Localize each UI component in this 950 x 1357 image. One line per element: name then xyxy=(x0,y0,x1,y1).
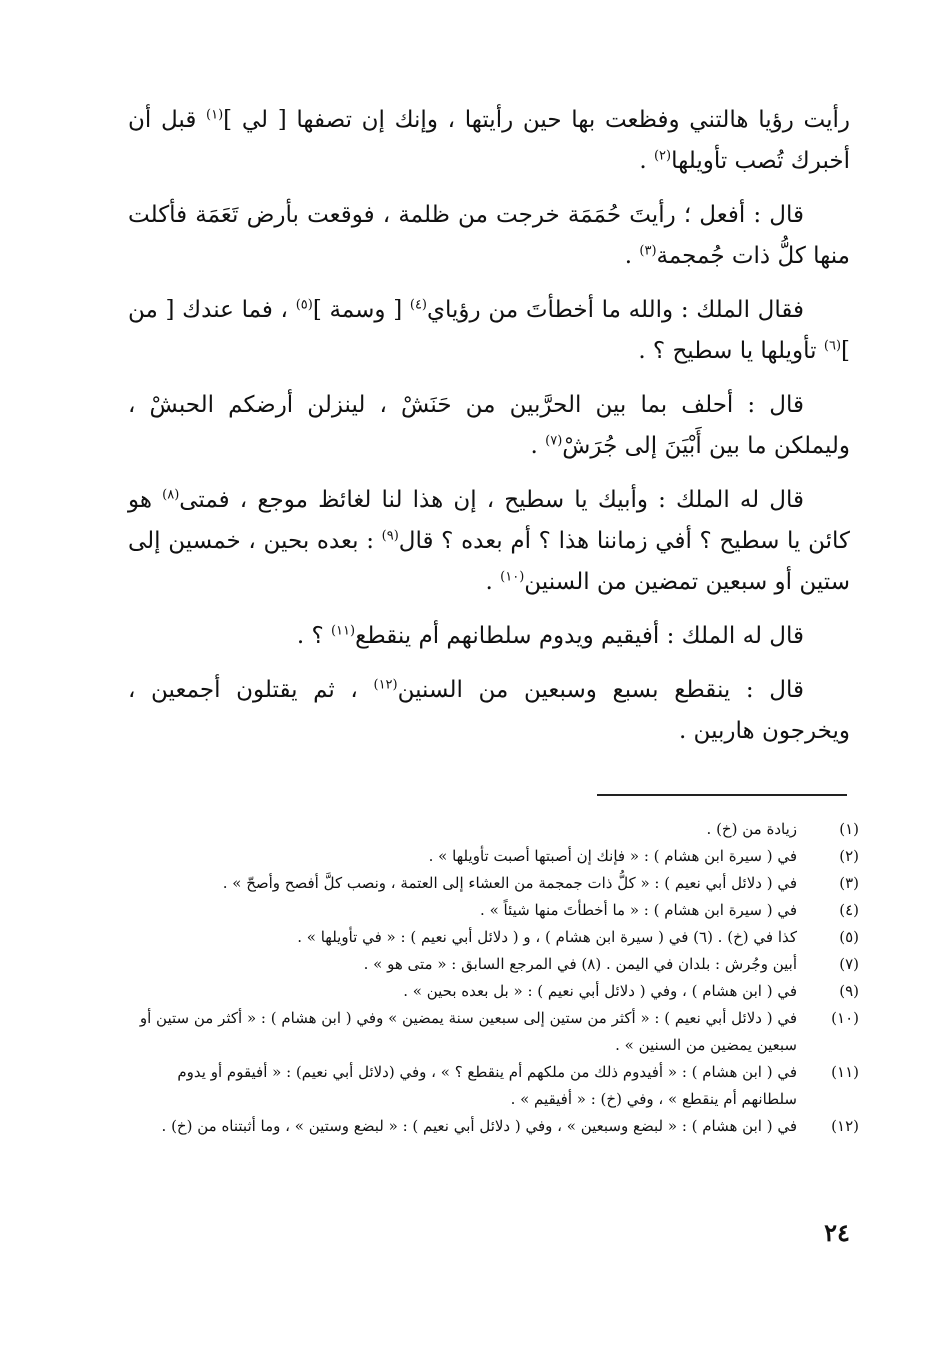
footnote-number: (٩) xyxy=(839,982,859,1000)
paragraph-text: قال : أفعل ؛ رأيتَ حُمَمَة خرجت من ظلمة ، فوقعت بأرض تَعَمَة فأكلت منها كلُّ ذات جُمجمة xyxy=(128,202,850,269)
paragraph-text: قبل أن أخبرك تُصب تأويلها xyxy=(128,107,850,174)
paragraph-text: ، فما عندك [ من ] xyxy=(128,297,850,364)
paragraph-text: ، ثم يقتلون أجمعين ، ويخرجون هاربين . xyxy=(128,677,850,744)
footnote-item xyxy=(135,1113,859,1140)
paragraph-text: . xyxy=(639,148,654,174)
footnote-text: أبين وجُرش : بلدان في اليمن . (٨) في المرجع السابق : « متى هو » . xyxy=(363,955,797,973)
paragraph-text: قال : ينقطع بسبع وسبعين من السنين xyxy=(397,677,804,703)
paragraph-text: : بعده بحين ، خمسين إلى ستين أو سبعين تمضين من السنين xyxy=(128,528,850,595)
footnote-ref: (٣) xyxy=(639,243,657,259)
footnote-number: (٤) xyxy=(839,901,859,919)
paragraph-7 xyxy=(128,670,850,752)
paragraph-text: قال له الملك : وأبيك يا سطيح ، إن هذا لنا لغائظ موجع ، فمتى xyxy=(179,487,804,513)
footnote-ref: (٦) xyxy=(823,338,842,354)
footnote-item xyxy=(135,1005,859,1059)
footnote-number: (١١) xyxy=(831,1063,859,1081)
paragraph-text: فقال الملك : والله ما أخطأتَ من رؤياي xyxy=(427,297,804,323)
footnote-number: (٧) xyxy=(839,955,859,973)
footnote-ref: (٩) xyxy=(381,528,399,544)
paragraph-text: [ وسمة ] xyxy=(312,297,410,323)
footnote-text: في ( سيرة ابن هشام ) : « ما أخطأتَ منها شيئاً » . xyxy=(480,901,797,919)
footnote-item xyxy=(135,870,859,897)
footnote-text: في ( دلائل أبي نعيم ) : « كلُّ ذات جمجمة من العشاء إلى العتمة ، ونصب كلَّ أفصح وأصحّ » . xyxy=(222,874,797,892)
paragraph-5 xyxy=(128,480,850,603)
paragraph-4 xyxy=(128,385,850,467)
footnote-item xyxy=(135,978,859,1005)
paragraph-text: تأويلها يا سطيح ؟ . xyxy=(638,338,824,364)
footnote-separator xyxy=(597,794,847,796)
footnote-ref: (١٢) xyxy=(373,677,398,693)
page-number: ٢٤ xyxy=(824,1218,850,1247)
footnote-text: في ( ابن هشام ) ، وفي ( دلائل أبي نعيم ) : « بل بعده بحين » . xyxy=(403,982,797,1000)
footnotes xyxy=(135,816,859,1140)
footnote-ref: (٢) xyxy=(653,148,672,164)
footnote-text: زيادة من (خ) . xyxy=(706,820,797,838)
main-text xyxy=(128,100,850,765)
footnote-number: (٣) xyxy=(839,874,859,892)
footnote-item xyxy=(135,951,859,978)
footnote-item xyxy=(135,816,859,843)
footnote-number: (٢) xyxy=(839,847,859,865)
footnote-number: (١٠) xyxy=(831,1009,859,1027)
paragraph-text: رأيت رؤيا هالتني وفظعت بها حين رأيتها ، وإنك إن تصفها [ لي ] xyxy=(223,107,850,133)
footnote-ref: (١٠) xyxy=(500,569,525,585)
footnote-item xyxy=(135,897,859,924)
paragraph-text: . xyxy=(485,569,501,595)
footnote-ref: (٨) xyxy=(162,487,180,503)
footnote-text: في ( سيرة ابن هشام ) : « فإنك إن أصبتها أصبت تأويلها » . xyxy=(428,847,797,865)
paragraph-text: ؟ . xyxy=(296,623,331,649)
footnote-ref: (١) xyxy=(206,107,224,123)
paragraph-text: . xyxy=(530,433,546,459)
paragraph-3 xyxy=(128,290,850,372)
footnote-item xyxy=(135,843,859,870)
footnote-number: (١) xyxy=(839,820,859,838)
footnote-number: (٥) xyxy=(839,928,859,946)
footnote-text: في ( دلائل أبي نعيم ) : « أكثر من ستين إلى سبعين سنة يمضين » وفي ( ابن هشام ) : « أكثر من ستين أو سبعين يمضين من السنين » . xyxy=(139,1009,797,1054)
paragraph-text: قال : أحلف بما بين الحرَّبين من حَنَشْ ، لينزلن أرضكم الحبشْ ، وليملكن ما بين أَبْيَنَ إلى جُرَشْ xyxy=(128,392,850,459)
footnote-item xyxy=(135,1059,859,1113)
footnote-text: في ( ابن هشام ) : « أفيدوم ذلك من ملكهم أم ينقطع ؟ » ، وفي (دلائل أبي نعيم) : « أفيقوم أو يدوم سلطانهم أم ينقطع » ، وفي (خ) : « أفيقيم » . xyxy=(177,1063,797,1108)
paragraph-1 xyxy=(128,100,850,182)
paragraph-text: هو كائن يا سطيح ؟ أفي زماننا هذا ؟ أم بعده ؟ قال xyxy=(128,487,850,554)
paragraph-text: . xyxy=(624,243,640,269)
footnote-ref: (١١) xyxy=(330,623,356,639)
footnote-ref: (٧) xyxy=(545,433,563,449)
footnote-ref: (٤) xyxy=(409,297,427,313)
footnote-item xyxy=(135,924,859,951)
footnote-text: كذا في (خ) . (٦) في ( سيرة ابن هشام ) ، و ( دلائل أبي نعيم ) : « في تأويلها » . xyxy=(297,928,797,946)
paragraph-6 xyxy=(128,616,850,657)
footnote-text: في ( ابن هشام ) : « لبضع وسبعين » ، وفي ( دلائل أبي نعيم ) : « لبضع وستين » ، وما أثبتناه من (خ) . xyxy=(161,1117,797,1135)
paragraph-2 xyxy=(128,195,850,277)
footnote-ref: (٥) xyxy=(295,297,313,313)
paragraph-text: قال له الملك : أفيقيم ويدوم سلطانهم أم ينقطع xyxy=(355,623,804,649)
footnote-number: (١٢) xyxy=(831,1117,859,1135)
